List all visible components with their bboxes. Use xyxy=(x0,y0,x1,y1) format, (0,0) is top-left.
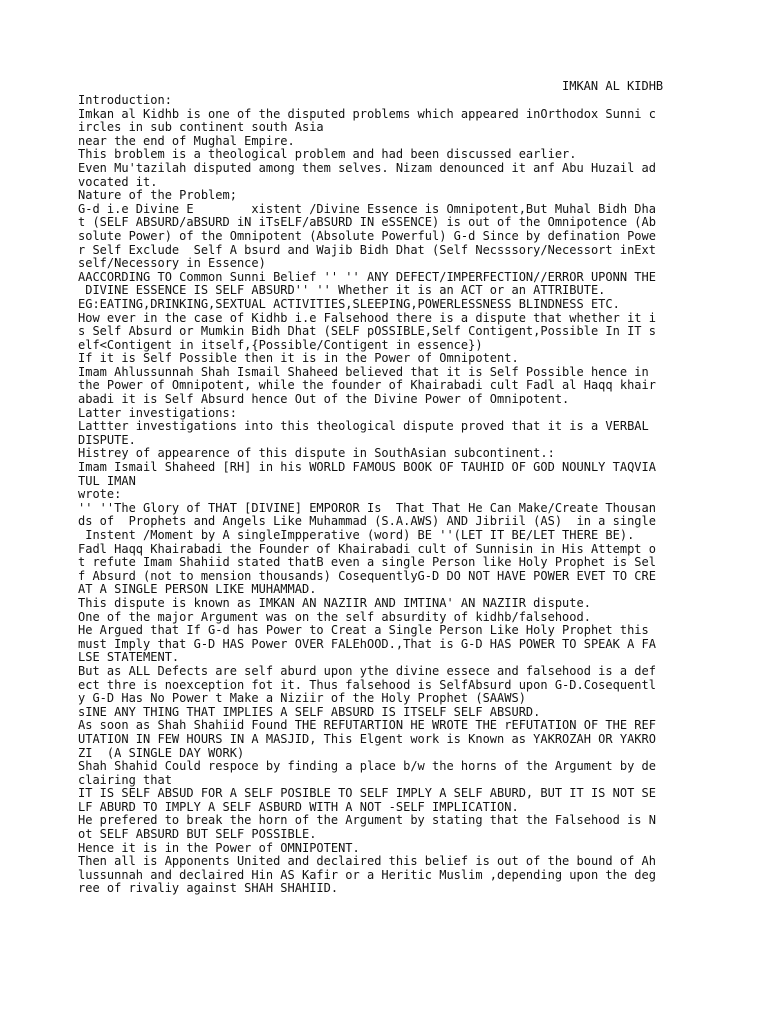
text-line: abadi it is Self Absurd hence Out of the Divine Power of Omnipotent. xyxy=(78,392,570,407)
text-line: DIVINE ESSENCE IS SELF ABSURD'' '' Whether it is an ACT or an ATTRIBUTE. xyxy=(78,283,606,298)
text-line: EG:EATING,DRINKING,SEXTUAL ACTIVITIES,SLEEPING,POWERLESSNESS BLINDNESS ETC. xyxy=(78,296,620,311)
text-line: Latter investigations: xyxy=(78,405,237,420)
text-line: ect thre is noexception fot it. Thus falsehood is SelfAbsurd upon G-D.Cosequentl xyxy=(78,677,656,692)
text-line: solute Power) of the Omnipotent (Absolute Powerful) G-d Since by defination Powe xyxy=(78,228,656,243)
text-line: G-d i.e Divine E xistent /Divine Essence is Omnipotent,But Muhal Bidh Dha xyxy=(78,201,656,216)
text-line: vocated it. xyxy=(78,174,158,189)
text-line: He prefered to break the horn of the Argument by stating that the Falsehood is N xyxy=(78,813,656,828)
text-line: DISPUTE. xyxy=(78,432,136,447)
text-line: f Absurd (not to mension thousands) CosequentlyG-D DO NOT HAVE POWER EVET TO CRE xyxy=(78,568,656,583)
text-line: Hence it is in the Power of OMNIPOTENT. xyxy=(78,840,360,855)
text-line: near the end of Mughal Empire. xyxy=(78,133,295,148)
text-line: '' ''The Glory of THAT [DIVINE] EMPOROR Is That That He Can Make/Create Thousan xyxy=(78,500,656,515)
text-line: UTATION IN FEW HOURS IN A MASJID, This Elgent work is Known as YAKROZAH OR YAKRO xyxy=(78,731,656,746)
text-line: s Self Absurd or Mumkin Bidh Dhat (SELF pOSSIBLE,Self Contigent,Possible In IT s xyxy=(78,324,656,339)
text-line: Then all is Apponents United and declaired this belief is out of the bound of Ah xyxy=(78,854,656,869)
text-line: must Imply that G-D HAS Power OVER FALEhOOD.,That is G-D HAS POWER TO SPEAK A FA xyxy=(78,636,656,651)
text-line: clairing that xyxy=(78,772,172,787)
text-line: ds of Prophets and Angels Like Muhammad (S.A.AWS) AND Jibriil (AS) in a single xyxy=(78,514,656,529)
text-line: Imam Ismail Shaheed [RH] in his WORLD FAMOUS BOOK OF TAUHID OF GOD NOUNLY TAQVIA xyxy=(78,460,656,475)
text-line: ree of rivaliy against SHAH SHAHIID. xyxy=(78,881,339,896)
text-line: ot SELF ABSURD BUT SELF POSSIBLE. xyxy=(78,827,317,842)
text-line: This dispute is known as IMKAN AN NAZIIR AND IMTINA' AN NAZIIR dispute. xyxy=(78,595,591,610)
text-line: t refute Imam Shahiid stated thatB even a single Person like Holy Prophet is Sel xyxy=(78,555,656,570)
text-line: Instent /Moment by A singleImpperative (word) BE ''(LET IT BE/LET THERE BE). xyxy=(78,528,635,542)
text-line: LSE STATEMENT. xyxy=(78,650,180,665)
text-line: Introduction: xyxy=(78,93,172,107)
text-line: t (SELF ABSURD/aBSURD iN iTsELF/aBSURD IN eSSENCE) is out of the Omnipotence (Ab xyxy=(78,215,656,230)
text-line: wrote: xyxy=(78,487,122,502)
text-line: Even Mu'tazilah disputed among them selves. Nizam denounced it anf Abu Huzail ad xyxy=(78,160,656,175)
text-line: As soon as Shah Shahiid Found THE REFUTARTION HE WROTE THE rEFUTATION OF THE REF xyxy=(78,718,656,733)
text-line: How ever in the case of Kidhb i.e Falsehood there is a dispute that whether it i xyxy=(78,310,656,325)
text-line: the Power of Omnipotent, while the founder of Khairabadi cult Fadl al Haqq khair xyxy=(78,378,656,393)
text-line: This broblem is a theological problem and had been discussed earlier. xyxy=(78,147,577,162)
text-line: AACCORDING TO Common Sunni Belief '' '' ANY DEFECT/IMPERFECTION//ERROR UPONN THE xyxy=(78,269,656,284)
text-line: TUL IMAN xyxy=(78,473,136,488)
text-line: Shah Shahid Could respoce by finding a place b/w the horns of the Argument by de xyxy=(78,759,656,774)
text-line: IT IS SELF ABSUD FOR A SELF POSIBLE TO SELF IMPLY A SELF ABURD, BUT IT IS NOT SE xyxy=(78,786,656,801)
text-line: sINE ANY THING THAT IMPLIES A SELF ABSURD IS ITSELF SELF ABSURD. xyxy=(78,704,541,719)
text-line: Lattter investigations into this theological dispute proved that it is a VERBAL xyxy=(78,419,649,434)
text-line: elf<Contigent in itself,{Possible/Contigent in essence}) xyxy=(78,337,483,352)
text-line: LF ABURD TO IMPLY A SELF ASBURD WITH A NOT -SELF IMPLICATION. xyxy=(78,799,519,814)
text-line: Nature of the Problem; xyxy=(78,188,237,203)
document-body xyxy=(78,94,758,896)
text-line: ircles in sub continent south Asia xyxy=(78,120,324,135)
text-line: He Argued that If G-d has Power to Creat a Single Person Like Holy Prophet this xyxy=(78,623,649,638)
text-line: But as ALL Defects are self aburd upon ythe divine essece and falsehood is a def xyxy=(78,663,656,678)
text-line: self/Necessory in Essence) xyxy=(78,256,266,271)
text-line: y G-D Has No Power t Make a Niziir of the Holy Prophet (SAAWS) xyxy=(78,691,526,706)
text-line: One of the major Argument was on the self absurdity of kidhb/falsehood. xyxy=(78,609,591,624)
text-line: ZI (A SINGLE DAY WORK) xyxy=(78,745,245,760)
text-line: r Self Exclude Self A bsurd and Wajib Bidh Dhat (Self Necsssory/Necessort inExt xyxy=(78,242,656,257)
text-line: Fadl Haqq Khairabadi the Founder of Khairabadi cult of Sunnisin in His Attempt o xyxy=(78,541,656,556)
text-line: If it is Self Possible then it is in the Power of Omnipotent. xyxy=(78,351,519,366)
text-line: Histrey of appearence of this dispute in SouthAsian subcontinent.: xyxy=(78,446,555,461)
text-line: Imkan al Kidhb is one of the disputed problems which appeared inOrthodox Sunni c xyxy=(78,106,656,121)
text-line: AT A SINGLE PERSON LIKE MUHAMMAD. xyxy=(78,582,317,597)
document-title: IMKAN AL KIDHB xyxy=(562,79,664,93)
text-line: Imam Ahlussunnah Shah Ismail Shaheed believed that it is Self Possible hence in xyxy=(78,364,649,379)
text-line: lussunnah and declaired Hin AS Kafir or a Heritic Muslim ,depending upon the deg xyxy=(78,867,656,882)
